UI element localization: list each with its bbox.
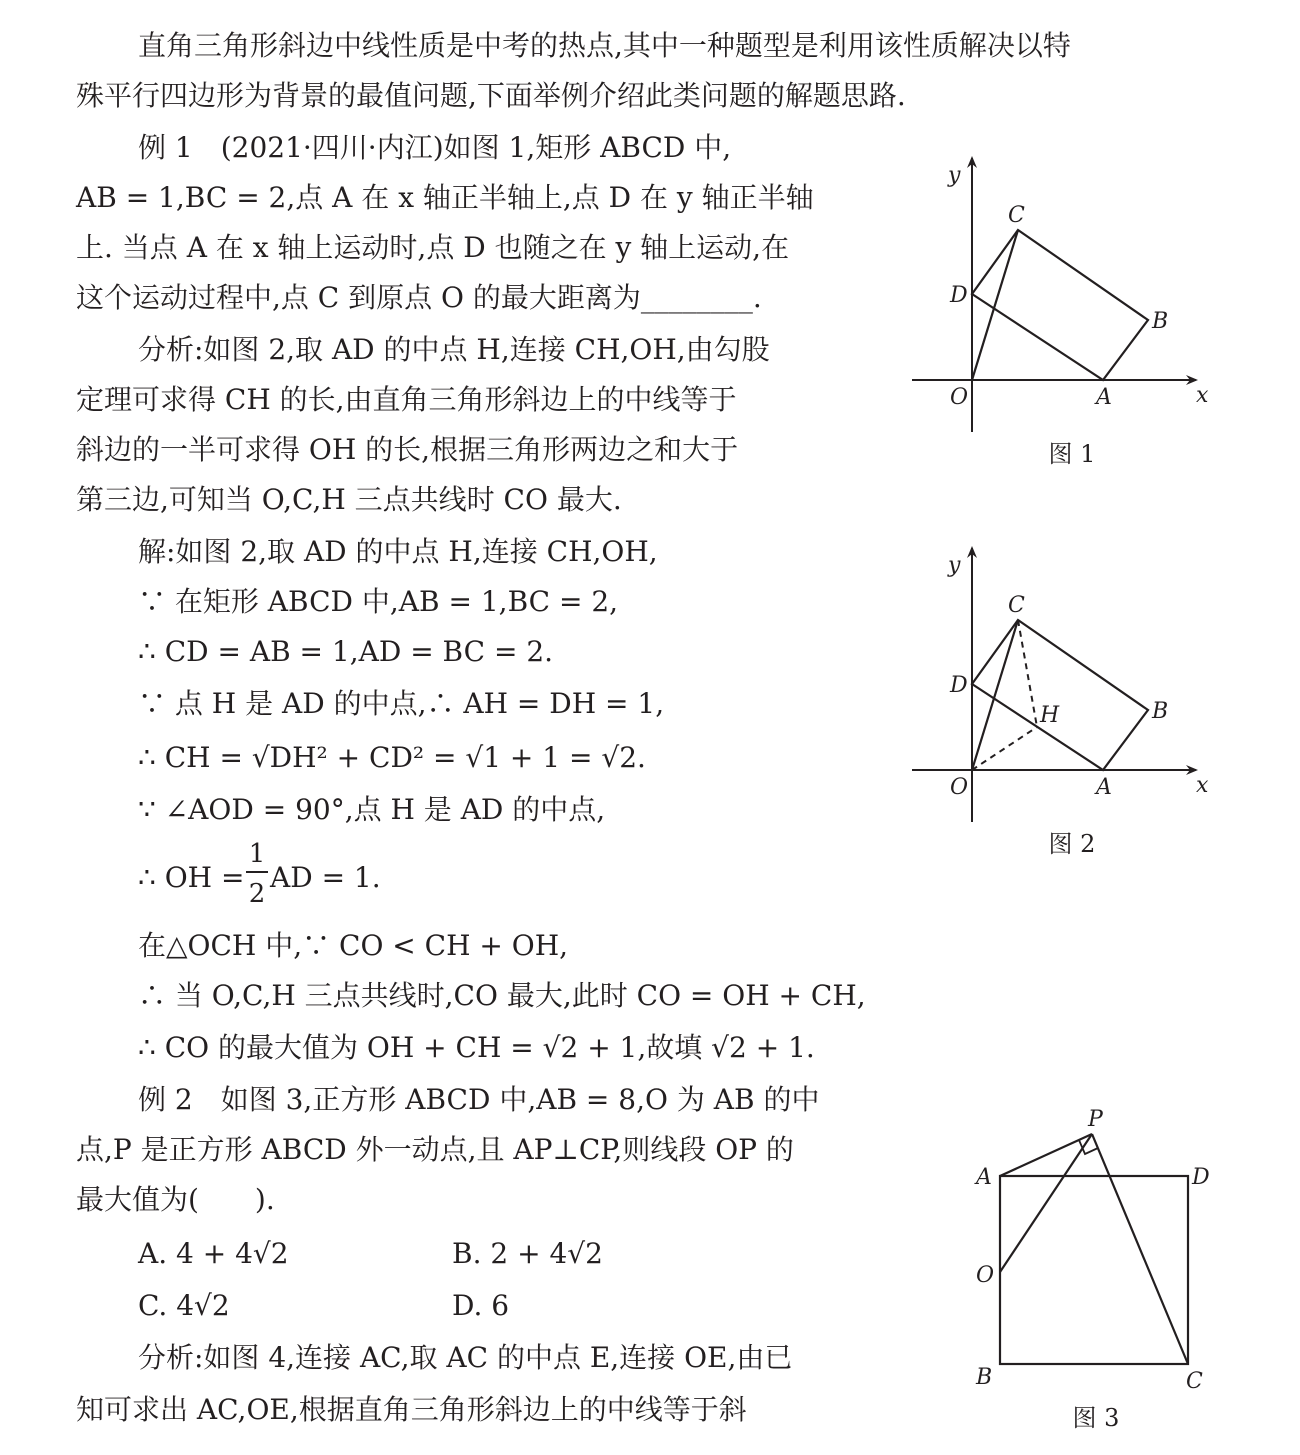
intro-line-2: 殊平行四边形为背景的最值问题,下面举例介绍此类问题的解题思路. (76, 79, 906, 112)
label-x: x (1196, 383, 1209, 408)
solution-line-2: ∵ 在矩形 ABCD 中,AB = 1,BC = 2, (138, 585, 619, 618)
analysis2-text: 分析:如图 4,连接 AC,取 AC 的中点 E,连接 OE,由已 (138, 1341, 793, 1374)
example2-line-3: 最大值为( ). (76, 1183, 275, 1216)
example1-line-4: 这个运动过程中,点 C 到原点 O 的最大距离为________. (76, 281, 762, 314)
solution-line-9: ∴ 当 O,C,H 三点共线时,CO 最大,此时 CO = OH + CH, (138, 979, 866, 1012)
solution-oh-suffix: AD = 1. (270, 861, 381, 894)
segment-oc (972, 230, 1018, 380)
solution-line-1: 解:如图 2,取 AD 的中点 H,连接 CH,OH, (138, 535, 658, 568)
fraction-bar (246, 871, 268, 873)
solution-line-10: ∴ CO 的最大值为 OH + CH = √2 + 1,故填 √2 + 1. (138, 1031, 815, 1064)
label-p: P (1088, 1107, 1103, 1132)
segment-oh-dashed (972, 727, 1037, 770)
label-d: D (950, 673, 968, 698)
example1-title: 例 1 (2021·四川·内江)如图 1,矩形 ABCD 中, (138, 131, 732, 164)
label-o: O (950, 775, 969, 800)
label-c: C (1008, 203, 1025, 228)
figure-3 (960, 1100, 1230, 1400)
solution-line-8: 在△OCH 中,∵ CO < CH + OH, (138, 929, 569, 962)
solution-line-3: ∴ CD = AB = 1,AD = BC = 2. (138, 635, 554, 668)
fraction-denominator: 2 (248, 879, 266, 909)
example2-title: 例 2 如图 3,正方形 ABCD 中,AB = 8,O 为 AB 的中 (138, 1083, 820, 1116)
figure-3-caption: 图 3 (1072, 1404, 1120, 1432)
segment-pc (1092, 1134, 1188, 1364)
label-c: C (1186, 1369, 1203, 1394)
label-b: B (976, 1365, 993, 1390)
option-d: D. 6 (452, 1289, 510, 1322)
rectangle-abcd (972, 230, 1148, 380)
option-b: B. 2 + 4√2 (452, 1237, 603, 1270)
label-o: O (976, 1263, 995, 1288)
figure-1 (900, 150, 1230, 440)
label-a: A (1096, 385, 1112, 410)
label-h: H (1040, 703, 1060, 728)
solution-oh-prefix: ∴ OH = (138, 861, 245, 894)
solution-line-5: ∴ CH = √DH² + CD² = √1 + 1 = √2. (138, 741, 646, 774)
example1-line-3: 上. 当点 A 在 x 轴上运动时,点 D 也随之在 y 轴上运动,在 (76, 231, 790, 264)
analysis1-line-3: 斜边的一半可求得 OH 的长,根据三角形两边之和大于 (76, 433, 739, 466)
analysis2-line-2: 知可求出 AC,OE,根据直角三角形斜边上的中线等于斜 (76, 1393, 747, 1426)
solution-line-6: ∵ ∠AOD = 90°,点 H 是 AD 的中点, (138, 793, 606, 826)
label-d: D (1192, 1165, 1210, 1190)
intro-line-1: 直角三角形斜边中线性质是中考的热点,其中一种题型是利用该性质解决以特 (138, 29, 1071, 62)
segment-oc (972, 620, 1018, 770)
label-y: y (948, 553, 961, 578)
square-abcd (1000, 1176, 1188, 1364)
segment-ch-dashed (1018, 620, 1037, 727)
example2-line-1 (76, 1080, 836, 1120)
analysis1-line-1 (76, 330, 836, 370)
example1-line-2: AB = 1,BC = 2,点 A 在 x 轴正半轴上,点 D 在 y 轴正半轴 (76, 181, 814, 214)
option-c: C. 4√2 (138, 1289, 230, 1322)
analysis1-text: 分析:如图 2,取 AD 的中点 H,连接 CH,OH,由勾股 (138, 333, 770, 366)
figure-2 (900, 540, 1230, 830)
label-b: B (1152, 699, 1169, 724)
figure-1-caption: 图 1 (1048, 440, 1096, 468)
label-y: y (948, 163, 961, 188)
label-d: D (950, 283, 968, 308)
option-a: A. 4 + 4√2 (138, 1237, 289, 1270)
analysis1-line-4: 第三边,可知当 O,C,H 三点共线时 CO 最大. (76, 483, 622, 516)
analysis2-line-1 (76, 1338, 836, 1378)
solution-line-4: ∵ 点 H 是 AD 的中点,∴ AH = DH = 1, (138, 687, 665, 720)
label-c: C (1008, 593, 1025, 618)
analysis1-line-2: 定理可求得 CH 的长,由直角三角形斜边上的中线等于 (76, 383, 737, 416)
label-x: x (1196, 773, 1209, 798)
figure-2-caption: 图 2 (1048, 830, 1096, 858)
label-a: A (1096, 775, 1112, 800)
label-b: B (1152, 309, 1169, 334)
fraction-numerator: 1 (248, 839, 266, 869)
example1-line-1 (76, 128, 836, 168)
label-a: A (976, 1165, 992, 1190)
rectangle-abcd (972, 620, 1148, 770)
example2-line-2: 点,P 是正方形 ABCD 外一动点,且 AP⊥CP,则线段 OP 的 (76, 1133, 794, 1166)
label-o: O (950, 385, 969, 410)
